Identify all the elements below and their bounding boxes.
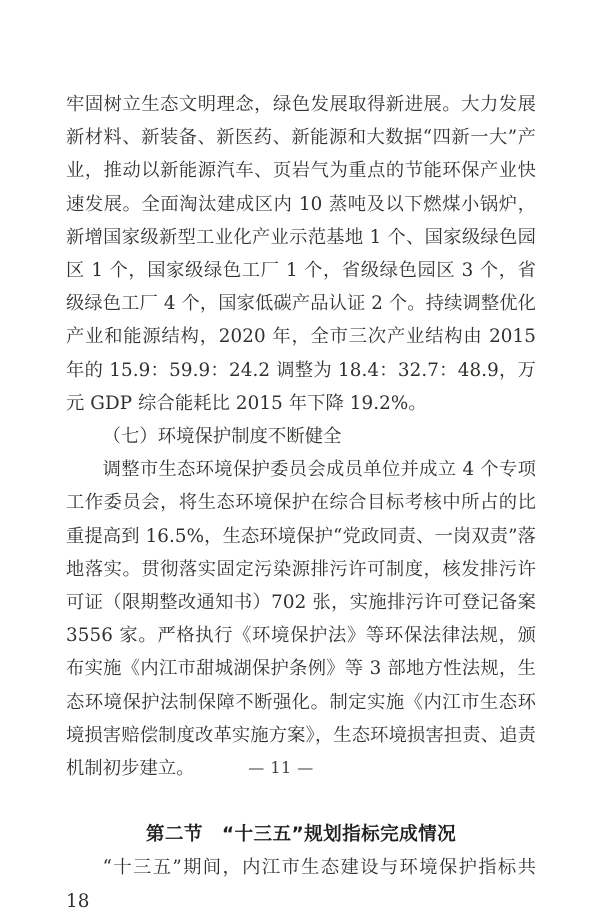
paragraph-indicators-intro: “十三五”期间，内江市生态建设与环境保护指标共 18	[66, 857, 536, 912]
document-text-column	[66, 88, 536, 918]
paragraph-eco-civilization: 牢固树立生态文明理念，绿色发展取得新进展。大力发展新材料、新装备、新医药、新能源和大数据“四新一大”产业，推动以新能源汽车、页岩气为重点的节能环保产业快速发展。全面淘汰建成区内 10 蒸吨及以下燃煤小锅炉，新增国家级新型工业化产业示范基地 1 个、国家级绿色园区 1 个，国家级绿色工厂 1 个，省级绿色园区 3 个，省级绿色工厂 4 个，国家低碳产品认证 2 个。持续调整优化产业和能源结构，2020 年，全市三次产业结构由 2015 年的 15.9：59.9：24.2 调整为 18.4：32.7：48.9，万元 GDP 综合能耗比 2015 年下降 19.2%。	[66, 94, 536, 414]
paragraph-env-protection-system: 调整市生态环境保护委员会成员单位并成立 4 个专项工作委员会，将生态环境保护在综合目标考核中所占的比重提高到 16.5%，生态环境保护“党政同责、一岗双责”落地落实。贯彻落实固定污染源排污许可制度，核发排污许可证（限期整改通知书）702 张，实施排污许可登记备案 3556 家。严格执行《环境保护法》等环保法律法规，颁布实施《内江市甜城湖保护条例》等 3 部地方性法规，生态环境保护法制保障不断强化。制定实施《内江市生态环境损害赔偿制度改革实施方案》，生态环境损害担责、追责机制初步建立。	[66, 459, 536, 780]
page-number: — 11 —	[248, 758, 314, 777]
heading-spacer	[66, 785, 536, 818]
section-heading-chapter-two: 第二节 “十三五”规划指标完成情况	[145, 824, 457, 846]
subheading-section-seven: （七）环境保护制度不断健全	[102, 426, 342, 448]
